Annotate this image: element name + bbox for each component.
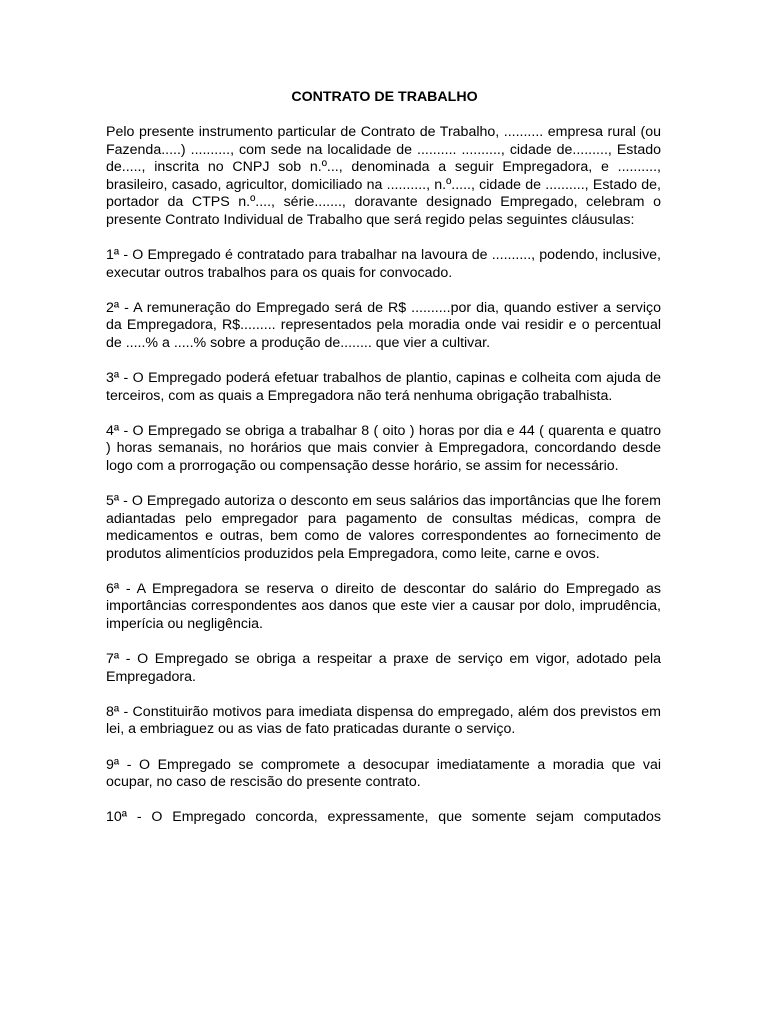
clause-8: 8ª - Constituirão motivos para imediata dispensa do empregado, além dos previstos em lei, a embriaguez ou as vias de fato praticadas durante o serviço. [106,703,661,738]
clause-6: 6ª - A Empregadora se reserva o direito de descontar do salário do Empregado as importâncias correspondentes aos danos que este vier a causar por dolo, imprudência, imperícia ou negligência. [106,580,661,633]
clause-9: 9ª - O Empregado se compromete a desocupar imediatamente a moradia que vai ocupar, no caso de rescisão do presente contrato. [106,756,661,791]
clause-3: 3ª - O Empregado poderá efetuar trabalhos de plantio, capinas e colheita com ajuda de terceiros, com as quais a Empregadora não terá nenhuma obrigação trabalhista. [106,370,661,404]
clause-10: 10ª - O Empregado concorda, expressamente, que somente sejam computados [106,809,661,826]
document-page [106,88,661,844]
clause-5: 5ª - O Empregado autoriza o desconto em seus salários das importâncias que lhe forem adiantadas pelo empregador para pagamento de consultas médicas, compra de medicamentos e outras, bem como de valores correspondentes ao fornecimento de produtos alimentícios produzidos pela Empregadora, como leite, carne e ovos. [106,493,661,562]
clause-1: 1ª - O Empregado é contratado para trabalhar na lavoura de .........., podendo, inclusive, executar outros trabalhos para os quais for convocado. [106,247,661,281]
clause-4: 4ª - O Empregado se obriga a trabalhar 8 ( oito ) horas por dia e 44 ( quarenta e quatro ) horas semanais, no horários que mais convier à Empregadora, concordando desde logo com a prorrogação ou compensação desse horário, se assim for necessário. [106,422,661,474]
document-title: CONTRATO DE TRABALHO [291,89,478,105]
preamble-paragraph: Pelo presente instrumento particular de Contrato de Trabalho, .......... empresa rural (ou Fazenda.....) .........., com sede na localidade de .......... .........., cidade de........., Estado de....., inscrita no CNPJ sob n.º..., denominada a seguir Empregadora, e .........., brasileiro, casado, agricultor, domiciliado na .........., n.º....., cidade de .........., Estado de, portador da CTPS n.º...., série......., doravante designado Empregado, celebram o presente Contrato Individual de Trabalho que será regido pelas seguintes cláusulas: [106,124,661,228]
clause-2: 2ª - A remuneração do Empregado será de R$ ..........por dia, quando estiver a serviço da Empregadora, R$......... representados pela moradia onde vai residir e o percentual de .....% a .....% sobre a produção de........ que vier a cultivar. [106,299,661,351]
clause-7: 7ª - O Empregado se obriga a respeitar a praxe de serviço em vigor, adotado pela Empregadora. [106,651,661,685]
